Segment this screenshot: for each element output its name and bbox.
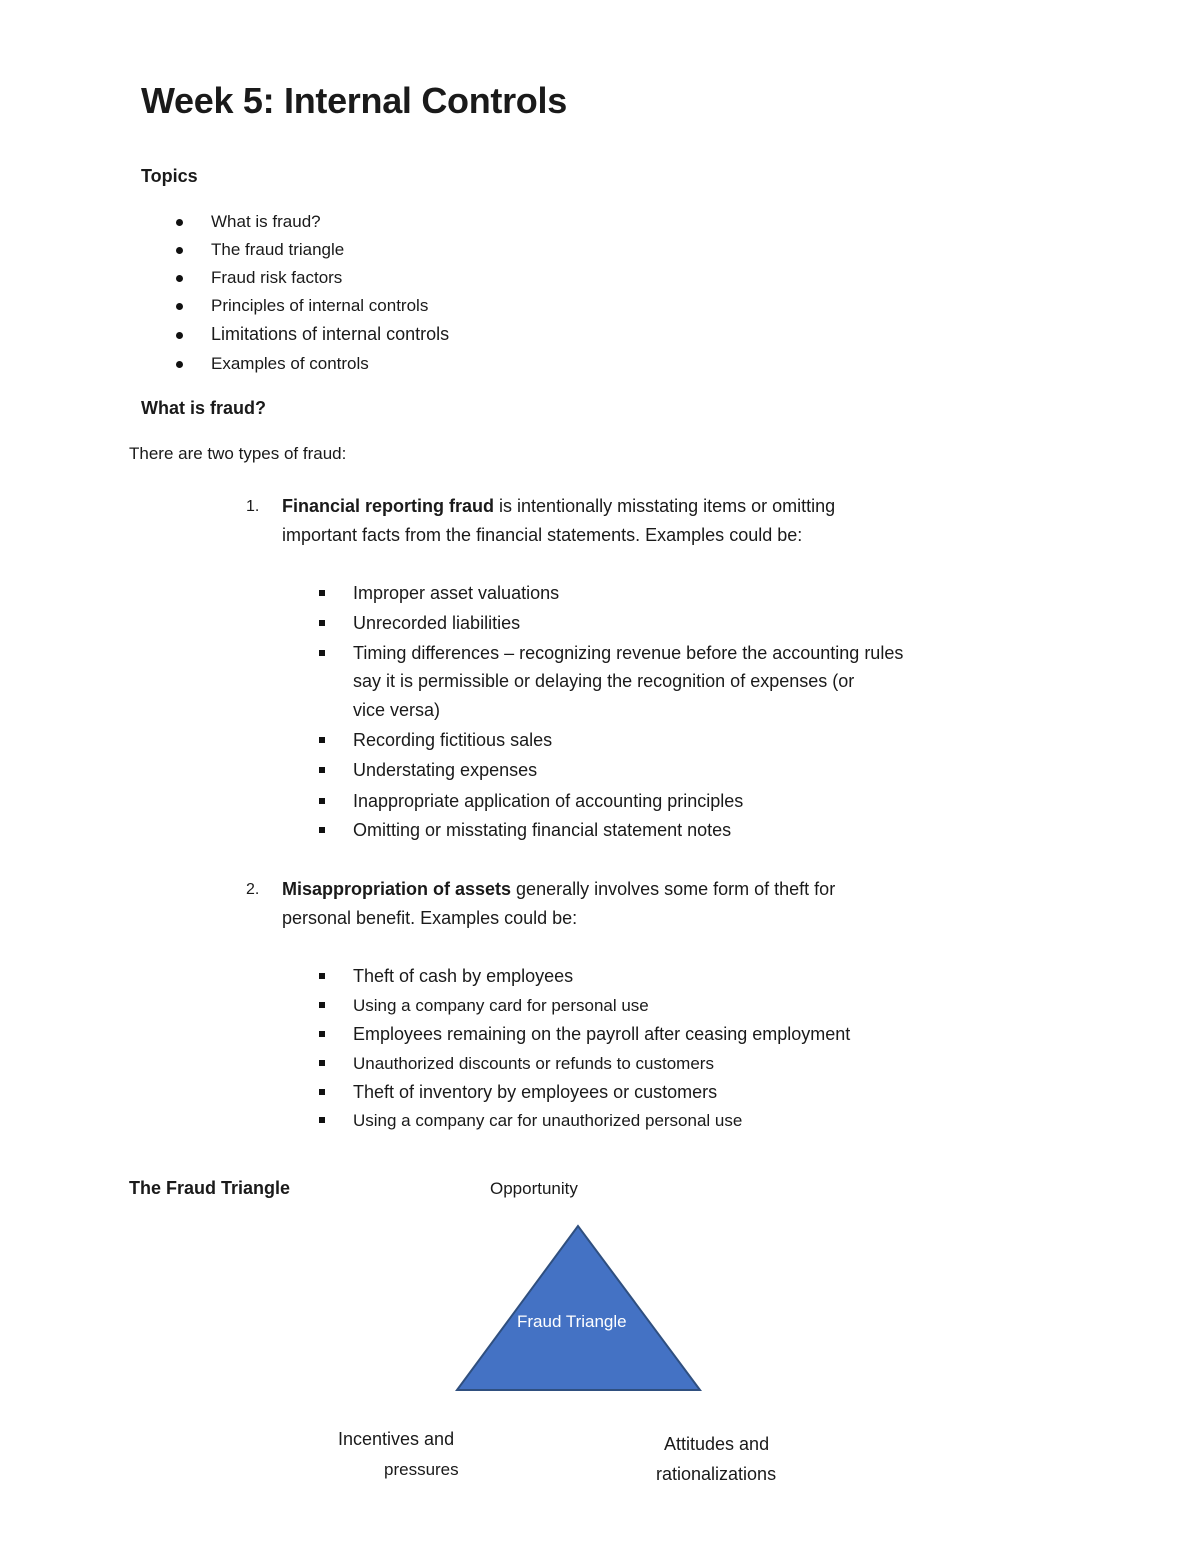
fraud-type-desc-line1: generally involves some form of theft for: [511, 879, 836, 899]
topic-item: What is fraud?: [211, 212, 321, 231]
topic-item: The fraud triangle: [211, 240, 345, 259]
list-item: Theft of cash by employees: [353, 966, 574, 986]
page-title: Week 5: Internal Controls: [141, 80, 567, 121]
list-item: Using a company card for personal use: [353, 996, 649, 1015]
triangle-label-opportunity: Opportunity: [490, 1179, 578, 1198]
topic-item: Principles of internal controls: [211, 296, 429, 315]
list-item: Understating expenses: [353, 760, 538, 780]
list-number: 2.: [246, 881, 260, 898]
list-item-continuation: say it is permissible or delaying the recognition of expenses (or: [353, 671, 855, 691]
triangle-label-incentives-line1: Incentives and: [338, 1429, 455, 1449]
list-item: Employees remaining on the payroll after ceasing employment: [353, 1024, 851, 1044]
intro-text: There are two types of fraud:: [129, 444, 347, 463]
list-item: Inappropriate application of accounting principles: [353, 791, 744, 811]
list-item: Theft of inventory by employees or customers: [353, 1082, 718, 1102]
list-item: Unauthorized discounts or refunds to customers: [353, 1054, 714, 1073]
triangle-label-incentives-line2: pressures: [384, 1460, 459, 1479]
triangle-center-label: Fraud Triangle: [517, 1312, 627, 1331]
topic-item: Examples of controls: [211, 354, 369, 373]
triangle-label-attitudes-line2: rationalizations: [656, 1464, 777, 1484]
fraud-type-desc-line2: personal benefit. Examples could be:: [282, 908, 578, 928]
triangle-label-attitudes-line1: Attitudes and: [664, 1434, 770, 1454]
fraud-type-term: Misappropriation of assets: [282, 879, 512, 899]
section-heading-fraud-triangle: The Fraud Triangle: [129, 1178, 291, 1198]
list-number: 1.: [246, 498, 260, 515]
list-item: Recording fictitious sales: [353, 730, 553, 750]
fraud-type-term: Financial reporting fraud: [282, 496, 495, 516]
list-item: Using a company car for unauthorized personal use: [353, 1111, 743, 1130]
topic-item: Fraud risk factors: [211, 268, 343, 287]
fraud-type-desc-line1: is intentionally misstating items or omitting: [494, 496, 836, 516]
list-item: Timing differences – recognizing revenue before the accounting rules: [353, 643, 904, 663]
topic-item: Limitations of internal controls: [211, 324, 450, 344]
list-item: Improper asset valuations: [353, 583, 560, 603]
topics-heading: Topics: [141, 166, 198, 186]
section-heading-what-is-fraud: What is fraud?: [141, 398, 266, 418]
list-item-continuation: vice versa): [353, 700, 441, 720]
fraud-type-desc-line2: important facts from the financial statements. Examples could be:: [282, 525, 803, 545]
list-item: Omitting or misstating financial statement notes: [353, 820, 732, 840]
fraud-triangle-shape: [457, 1226, 700, 1390]
list-item: Unrecorded liabilities: [353, 613, 521, 633]
